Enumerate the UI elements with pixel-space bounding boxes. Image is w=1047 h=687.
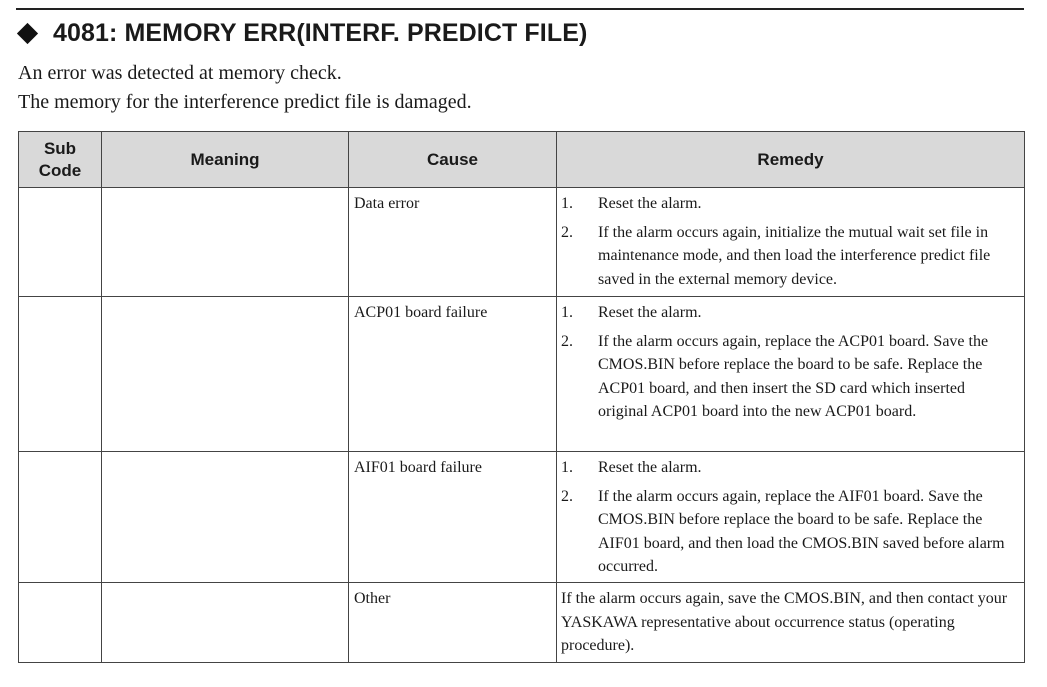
cell-cause: ACP01 board failure [349,297,557,452]
header-sub-code-line1: Sub [43,138,77,158]
cell-cause: Data error [349,188,557,297]
table-row [19,297,1025,452]
remedy-step [561,221,1018,292]
heading-title: 4081: MEMORY ERR(INTERF. PREDICT FILE) [53,18,588,47]
cell-remedy: If the alarm occurs again, save the CMOS.BIN, and then contact your YASKAWA representative about occurrence status (operating procedure). [557,583,1025,663]
remedy-step [561,301,1018,325]
table-row [19,452,1025,583]
table-row [19,583,1025,663]
remedy-step [561,330,1018,424]
header-sub-code-line2: Code [38,160,82,180]
section-heading [16,17,587,49]
cell-sub-code [19,452,102,583]
cell-meaning [102,188,349,297]
cell-sub-code [19,297,102,452]
step-number: 2. [561,223,573,241]
step-number: 1. [561,195,573,212]
header-remedy: Remedy [557,132,1025,188]
step-number: 1. [561,459,573,476]
step-number: 2. [561,487,573,505]
step-text: If the alarm occurs again, replace the ACP01 board. Save the CMOS.BIN before replace the board to be safe. Replace the ACP01 board, and then insert the SD card which inserted original ACP01 board into the new ACP01 board. [598,332,989,420]
cell-remedy [557,452,1025,583]
cell-sub-code [19,188,102,297]
step-text: Reset the alarm. [598,195,702,212]
header-cause: Cause [349,132,557,188]
cell-cause: AIF01 board failure [349,452,557,583]
remedy-step [561,456,1018,480]
step-text: If the alarm occurs again, initialize the mutual wait set file in maintenance mode, and then load the interference predict file saved in the external memory device. [598,223,991,288]
cell-remedy [557,297,1025,452]
alarm-table [18,131,1025,663]
remedy-step [561,485,1018,579]
step-number: 2. [561,332,573,350]
header-meaning: Meaning [102,132,349,188]
step-number: 1. [561,304,573,321]
cell-meaning [102,452,349,583]
table-row [19,188,1025,297]
cell-meaning [102,297,349,452]
cell-sub-code [19,583,102,663]
top-rule [16,8,1024,10]
cell-meaning [102,583,349,663]
table-header-row [19,132,1025,188]
diamond-bullet-icon [17,22,38,43]
remedy-step [561,192,1018,216]
step-text: If the alarm occurs again, replace the AIF01 board. Save the CMOS.BIN before replace the board to be safe. Replace the AIF01 board, and then load the CMOS.BIN saved before alarm occurred. [598,487,1005,575]
step-text: Reset the alarm. [598,459,702,476]
step-text: Reset the alarm. [598,304,702,321]
header-sub-code [19,132,102,188]
description-line-2: The memory for the interference predict file is damaged. [18,91,472,113]
cell-remedy [557,188,1025,297]
cell-cause: Other [349,583,557,663]
description-line-1: An error was detected at memory check. [18,62,342,84]
